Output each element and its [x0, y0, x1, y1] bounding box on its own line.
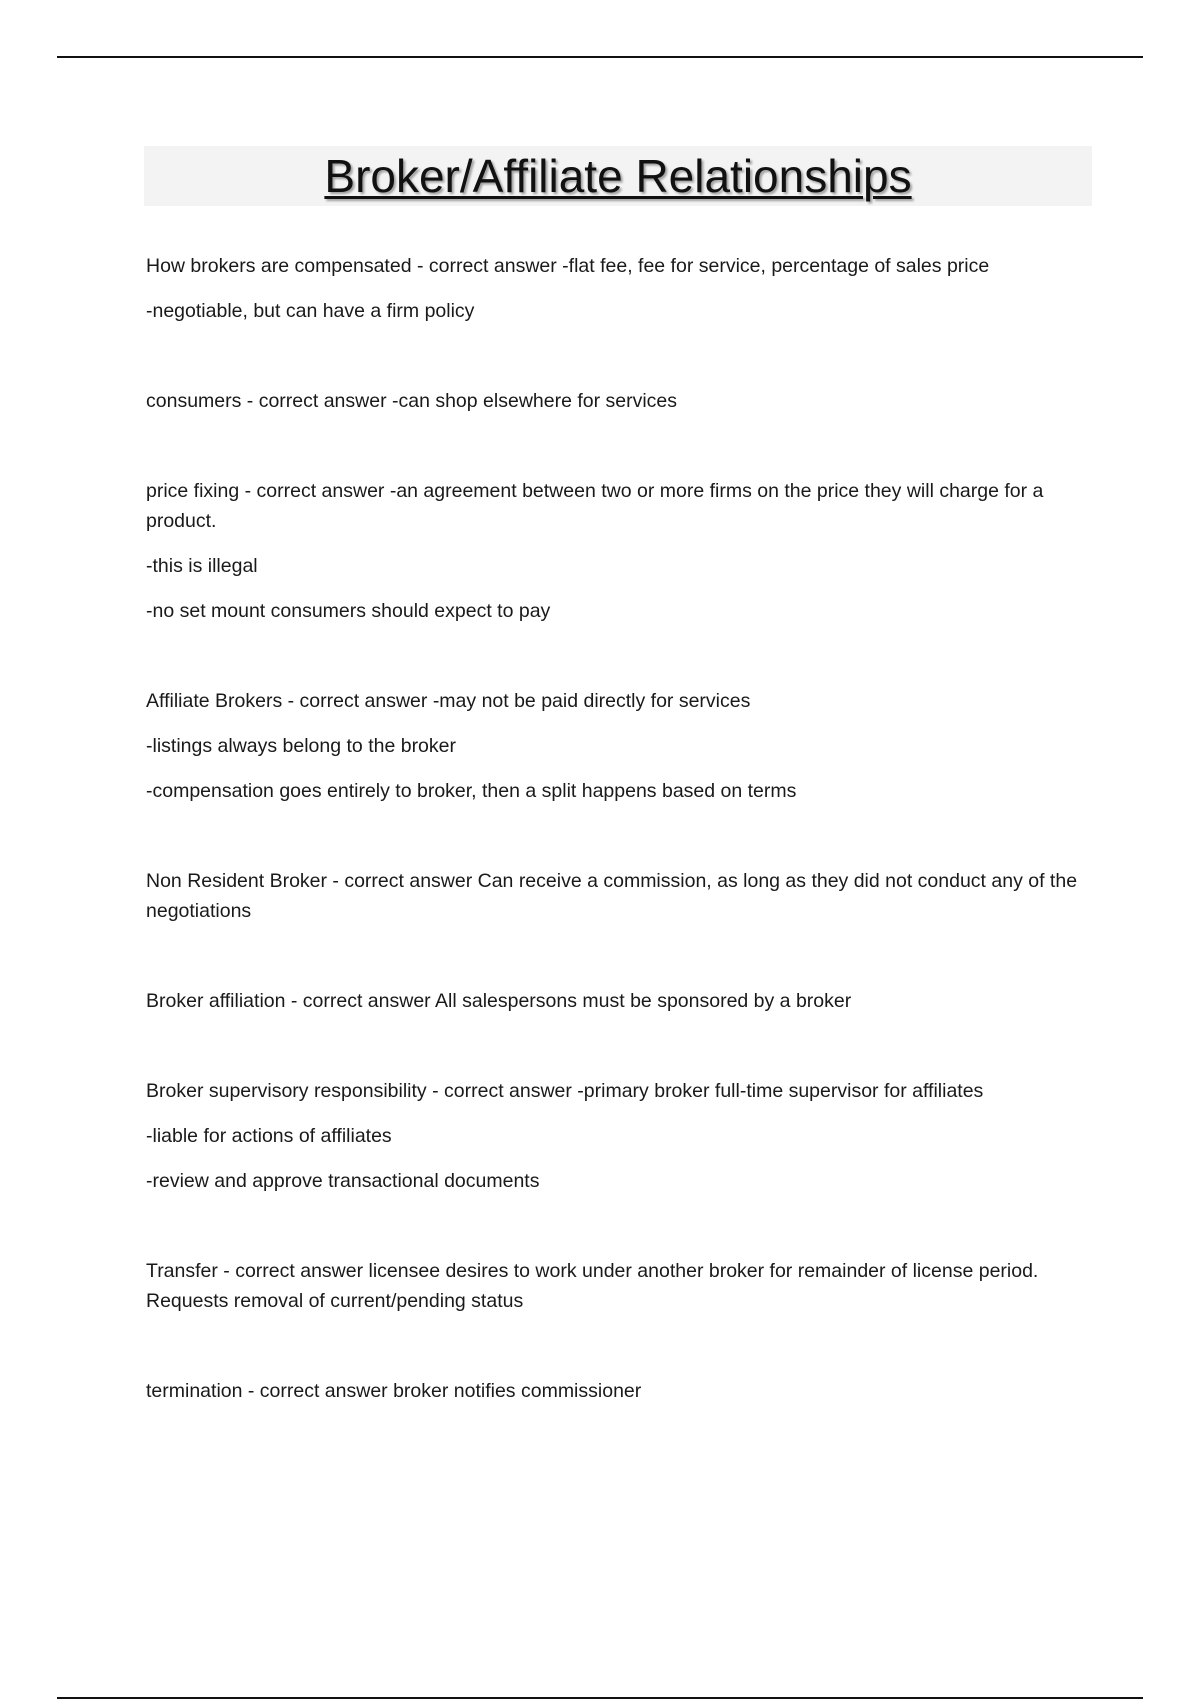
entry-line: Broker supervisory responsibility - correct answer -primary broker full-time supervisor for affiliates [146, 1080, 984, 1102]
entry-line: price fixing - correct answer -an agreement between two or more firms on the price they will charge for a product. [146, 480, 1044, 532]
flashcard-list [146, 251, 1092, 1466]
entry-line: -this is illegal [146, 555, 258, 577]
entry-affiliate-brokers [146, 686, 1092, 806]
entry-line: -review and approve transactional documents [146, 1170, 540, 1192]
footer-rule [57, 1697, 1143, 1699]
entry-line: consumers - correct answer -can shop elsewhere for services [146, 390, 678, 412]
entry-non-resident-broker [146, 866, 1092, 926]
entry-consumers [146, 386, 1092, 416]
entry-price-fixing [146, 476, 1092, 626]
page-title: Broker/Affiliate Relationships [324, 150, 912, 202]
entry-line: -negotiable, but can have a firm policy [146, 300, 475, 322]
entry-line: termination - correct answer broker notifies commissioner [146, 1380, 642, 1402]
entry-broker-supervisory [146, 1076, 1092, 1196]
entry-line: How brokers are compensated - correct answer -flat fee, fee for service, percentage of sales price [146, 255, 990, 277]
header-rule [57, 56, 1143, 58]
entry-line: -no set mount consumers should expect to pay [146, 600, 551, 622]
title-band [144, 146, 1092, 206]
entry-termination [146, 1376, 1092, 1406]
entry-line: -listings always belong to the broker [146, 735, 456, 757]
entry-line: Non Resident Broker - correct answer Can receive a commission, as long as they did not conduct any of the negotiations [146, 870, 1078, 922]
entry-line: -liable for actions of affiliates [146, 1125, 392, 1147]
entry-broker-compensation [146, 251, 1092, 326]
entry-line: Affiliate Brokers - correct answer -may not be paid directly for services [146, 690, 751, 712]
entry-line: -compensation goes entirely to broker, then a split happens based on terms [146, 780, 797, 802]
entry-line: Transfer - correct answer licensee desires to work under another broker for remainder of license period. Requests removal of current/pending status [146, 1260, 1039, 1312]
entry-broker-affiliation [146, 986, 1092, 1016]
entry-transfer [146, 1256, 1092, 1316]
entry-line: Broker affiliation - correct answer All salespersons must be sponsored by a broker [146, 990, 852, 1012]
